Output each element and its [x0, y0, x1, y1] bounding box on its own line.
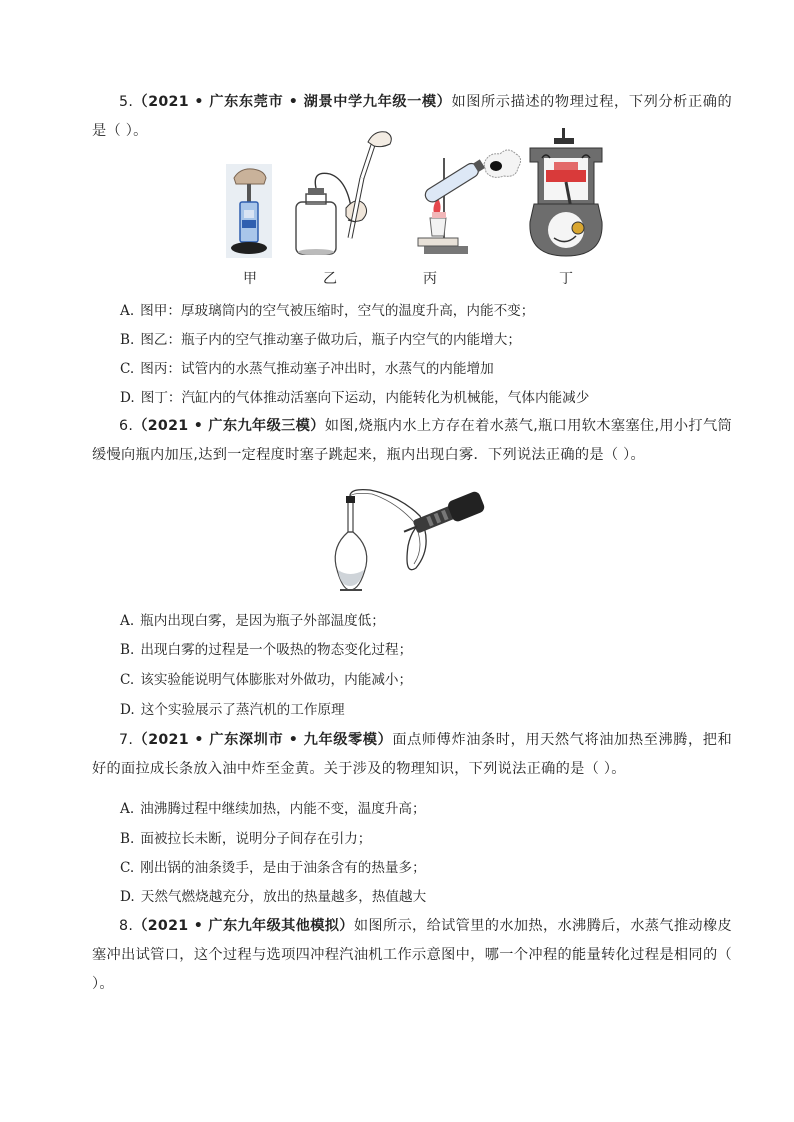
figure-yi [290, 128, 400, 260]
option-text: 该实验能说明气体膨胀对外做功，内能减小； [140, 672, 413, 688]
option-label: D. [120, 702, 135, 718]
question-text: 如图所示，给试管里的水加热，水沸腾后，水蒸气推动橡皮塞冲出试管口，这个过程与选项四冲程汽油机工作示意图中，哪一个冲程的能量转化过程是相同的（ ）。 [92, 918, 732, 992]
option-text: 瓶内出现白雾，是因为瓶子外部温度低； [140, 613, 385, 629]
option-text: 这个实验展示了蒸汽机的工作原理 [140, 702, 345, 718]
question-5-stem [92, 88, 732, 146]
option-label: C. [120, 361, 135, 377]
option-text: 面被拉长未断，说明分子间存在引力； [140, 831, 372, 847]
option-label: B. [120, 642, 135, 658]
compression-cylinder-illustration [226, 164, 272, 258]
option-text: 图甲：厚玻璃筒内的空气被压缩时，空气的温度升高，内能不变； [140, 303, 535, 319]
q6-option-d[interactable] [120, 700, 740, 720]
question-6-stem [92, 412, 732, 470]
option-label: C. [120, 672, 135, 688]
question-number: 8. [119, 918, 134, 934]
question-source: （2021 • 广东九年级三模） [133, 418, 325, 434]
question-text: 面点师傅炸油条时，用天然气将油加热至沸腾，把和好的面拉成长条放入油中炸至金黄。关于涉及的物理知识，下列说法正确的是（ ）。 [92, 732, 732, 777]
test-tube-steam-illustration [404, 146, 524, 258]
option-text: 刚出锅的油条烫手，是由于油条含有的热量多； [140, 860, 426, 876]
option-label: D. [120, 390, 135, 406]
q7-option-a[interactable] [120, 799, 740, 819]
q6-option-a[interactable] [120, 611, 740, 631]
question-text: 如图,烧瓶内水上方存在着水蒸气,瓶口用软木塞塞住,用小打气筒缓慢向瓶内加压,达到一定程度时塞子跳起来，瓶内出现白雾．下列说法正确的是（ ）。 [92, 418, 733, 463]
q5-option-b[interactable] [120, 330, 740, 350]
figure-label-yi: 乙 [323, 271, 337, 287]
question-8-stem [92, 912, 732, 999]
option-label: B. [120, 332, 135, 348]
question-7-stem [92, 726, 732, 784]
q7-option-b[interactable] [120, 829, 740, 849]
figure-flask-pump [330, 486, 490, 596]
question-number: 6. [119, 418, 134, 434]
option-label: B. [120, 831, 135, 847]
question-text: 如图所示描述的物理过程，下列分析正确的是（ ）。 [92, 94, 732, 139]
figure-label-bing: 丙 [423, 271, 437, 287]
figure-jia [226, 164, 272, 258]
q6-option-b[interactable] [120, 640, 740, 660]
question-number: 5. [119, 94, 134, 110]
option-label: A. [120, 303, 135, 319]
question-source: （2021 • 广东东莞市 • 湖景中学九年级一模） [133, 94, 452, 110]
option-text: 油沸腾过程中继续加热，内能不变，温度升高； [140, 801, 426, 817]
engine-cylinder-illustration [524, 128, 608, 260]
option-label: A. [120, 613, 135, 629]
option-label: C. [120, 860, 135, 876]
figure-label-jia: 甲 [243, 271, 257, 287]
q7-option-c[interactable] [120, 858, 740, 878]
bottle-pump-illustration [290, 128, 400, 260]
figure-ding [524, 128, 608, 260]
question-source: （2021 • 广东九年级其他模拟） [133, 918, 354, 934]
option-text: 图丙：试管内的水蒸气推动塞子冲出时，水蒸气的内能增加 [140, 361, 494, 377]
q5-option-d[interactable] [120, 388, 740, 408]
option-text: 图丁：汽缸内的气体推动活塞向下运动，内能转化为机械能，气体内能减少 [140, 390, 590, 406]
question-source: （2021 • 广东深圳市 • 九年级零模） [133, 732, 393, 748]
option-label: D. [120, 889, 135, 905]
option-text: 出现白雾的过程是一个吸热的物态变化过程； [140, 642, 413, 658]
q6-option-c[interactable] [120, 670, 740, 690]
figure-bing [404, 146, 524, 258]
flask-pump-illustration [330, 486, 490, 596]
q5-option-c[interactable] [120, 359, 740, 379]
q5-option-a[interactable] [120, 301, 740, 321]
figure-label-ding: 丁 [559, 271, 573, 287]
q7-option-d[interactable] [120, 887, 740, 907]
option-text: 天然气燃烧越充分，放出的热量越多，热值越大 [140, 889, 427, 905]
question-number: 7. [119, 732, 134, 748]
option-label: A. [120, 801, 135, 817]
option-text: 图乙：瓶子内的空气推动塞子做功后，瓶子内空气的内能增大； [140, 332, 521, 348]
